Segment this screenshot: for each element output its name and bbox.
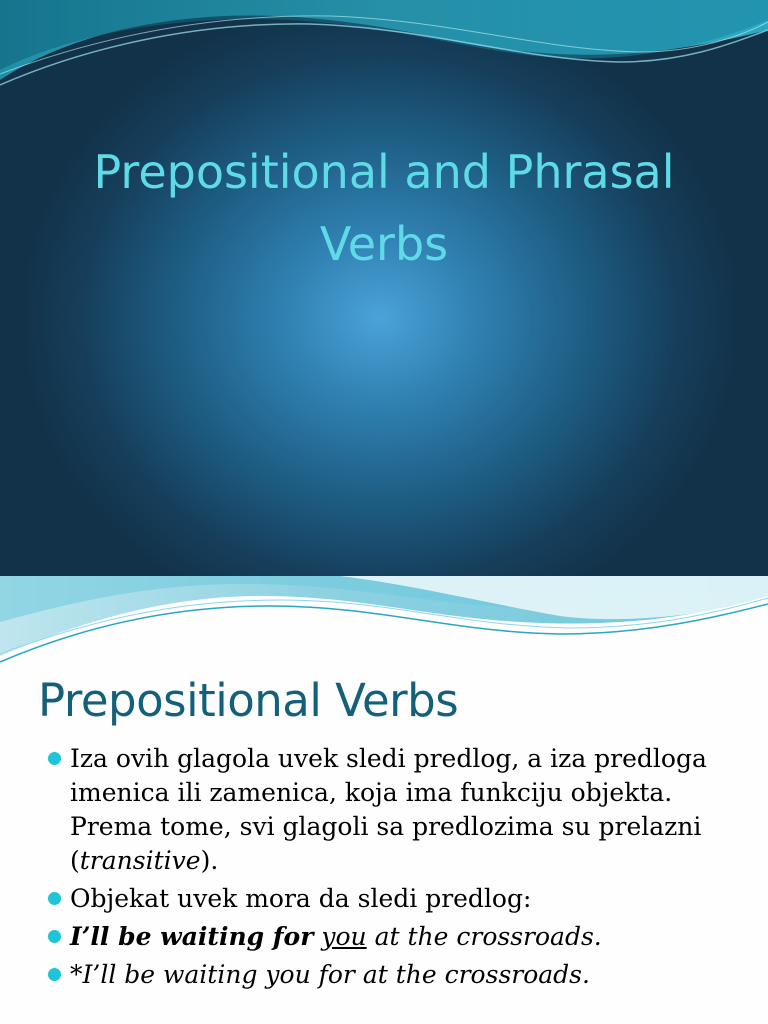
bullet-1-text: Iza ovih glagola uvek sledi predlog, a iza predloga imenica ili zamenica, koja ima funkciju objekta. Prema tome, svi glagoli sa predlozima su prelazni ( xyxy=(70,744,707,875)
list-item xyxy=(46,920,736,954)
bullet-dot-icon xyxy=(48,968,61,981)
list-item xyxy=(46,882,736,916)
list-item xyxy=(46,958,736,992)
bullet-dot-icon xyxy=(48,930,61,943)
bullet-3-bold: I’ll be waiting for xyxy=(70,922,314,951)
slide-title xyxy=(40,136,728,280)
bullet-1-italic: transitive xyxy=(79,846,201,875)
bullet-1-end: ). xyxy=(200,846,219,875)
title-line-1: Prepositional and Phrasal xyxy=(93,145,675,199)
bullet-dot-icon xyxy=(48,752,61,765)
bullet-list xyxy=(46,742,736,996)
list-item xyxy=(46,742,736,878)
bullet-4-text: *I’ll be waiting you for at the crossroads. xyxy=(70,960,590,989)
title-line-2: Verbs xyxy=(319,217,449,271)
bullet-3-underlined: you xyxy=(321,922,367,951)
slide-heading: Prepositional Verbs xyxy=(38,674,459,727)
wave-decoration-content xyxy=(0,576,768,676)
content-slide xyxy=(0,576,768,1024)
bullet-dot-icon xyxy=(48,892,61,905)
bullet-2-text: Objekat uvek mora da sledi predlog: xyxy=(70,884,532,913)
bullet-3-rest: at the crossroads. xyxy=(366,922,602,951)
